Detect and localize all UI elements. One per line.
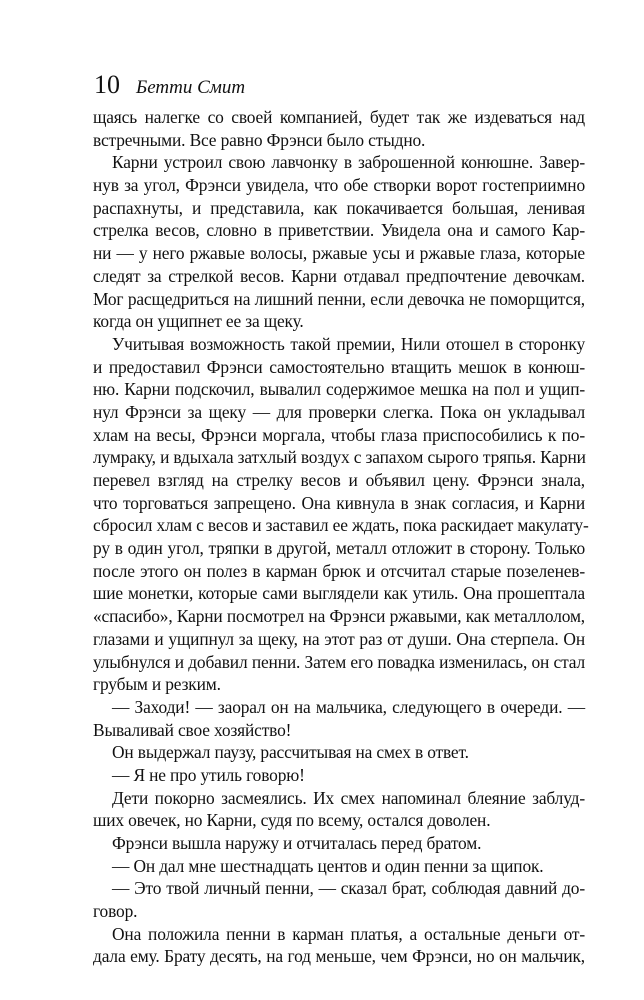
text-line: хлам на весы, Фрэнси моргала, чтобы глаза приспособились к по- <box>93 424 585 445</box>
text-line: сбросил хлам с весов и заставил ее ждать, пока раскидает макулату- <box>93 515 589 536</box>
page-number: 10 <box>94 70 120 99</box>
text-line: Вываливай свое хозяйство! <box>93 719 292 740</box>
text-line: распахнуты, и представила, как покачивается большая, ленивая <box>93 197 585 218</box>
text-line: Дети покорно засмеялись. Их смех напоминал блеяние заблуд- <box>112 787 585 808</box>
text-line: нув за угол, Фрэнси увидела, что обе створки ворот гостеприимно <box>93 175 585 196</box>
text-line: нул Фрэнси за щеку — для проверки слегка. Пока он укладывал <box>93 401 585 422</box>
text-line: — Это твой личный пенни, — сказал брат, соблюдая давний до- <box>112 878 585 899</box>
text-line: Он выдержал паузу, рассчитывая на смех в ответ. <box>112 742 469 763</box>
text-line: Она положила пенни в карман платья, а остальные деньги от- <box>112 923 585 944</box>
body-text <box>93 106 589 968</box>
text-line: Карни устроил свою лавчонку в заброшенной конюшне. Завер- <box>112 152 585 173</box>
text-line: следят за стрелкой весов. Карни отдавал предпочтение девочкам. <box>93 265 585 286</box>
text-line: ру в один угол, тряпки в другой, металл отложит в сторону. Только <box>93 538 585 559</box>
text-line: Учитывая возможность такой премии, Нили отошел в сторонку <box>112 333 585 354</box>
text-line: «спасибо», Карни посмотрел на Фрэнси ржавыми, как металлолом, <box>93 606 585 627</box>
text-line: ших овечек, но Карни, судя по всему, остался доволен. <box>93 810 491 831</box>
text-line: лумраку, и вдыхала затхлый воздух с запахом сырого тряпья. Карни <box>93 447 586 468</box>
text-line: стрелка весов, словно в приветствии. Увидела она и самого Кар- <box>93 220 585 241</box>
text-line: после этого он полез в карман брюк и отсчитал старые позеленев- <box>93 560 585 581</box>
text-line: грубым и резким. <box>93 674 221 695</box>
text-line: — Заходи! — заорал он на мальчика, следующего в очереди. — <box>112 696 585 717</box>
text-line: — Я не про утиль говорю! <box>112 764 305 785</box>
text-line: — Он дал мне шестнадцать центов и один пенни за щипок. <box>112 855 544 876</box>
running-header <box>94 70 245 100</box>
text-line: ню. Карни подскочил, вывалил содержимое мешка на пол и ущип- <box>93 379 585 400</box>
running-title: Бетти Смит <box>136 77 246 98</box>
text-line: встречными. Все равно Фрэнси было стыдно. <box>93 129 426 150</box>
text-line: улыбнулся и добавил пенни. Затем его повадка изменилась, он стал <box>93 651 585 672</box>
text-line: когда он ущипнет ее за щеку. <box>93 311 304 332</box>
text-line: перевел взгляд на стрелку весов и объявил цену. Фрэнси знала, <box>93 470 585 490</box>
text-line: шие монетки, которые сами выглядели как утиль. Она прошептала <box>93 583 585 604</box>
text-line: что торговаться запрещено. Она кивнула в знак согласия, и Карни <box>93 492 585 513</box>
text-line: и предоставил Фрэнси самостоятельно втащить мешок в конюш- <box>93 356 585 377</box>
text-line: ни — у него ржавые волосы, ржавые усы и ржавые глаза, которые <box>93 243 585 264</box>
text-line: Мог расщедриться на лишний пенни, если девочка не поморщится, <box>93 288 585 309</box>
text-line: щаясь налегке со своей компанией, будет так же издеваться над <box>93 107 585 127</box>
text-line: говор. <box>93 901 138 922</box>
text-line: дала ему. Брату десять, на год меньше, чем Фрэнси, но он мальчик, <box>93 946 585 967</box>
text-line: Фрэнси вышла наружу и отчиталась перед братом. <box>112 833 482 853</box>
text-line: глазами и ущипнул за щеку, на этот раз от души. Она стерпела. Он <box>93 628 585 649</box>
